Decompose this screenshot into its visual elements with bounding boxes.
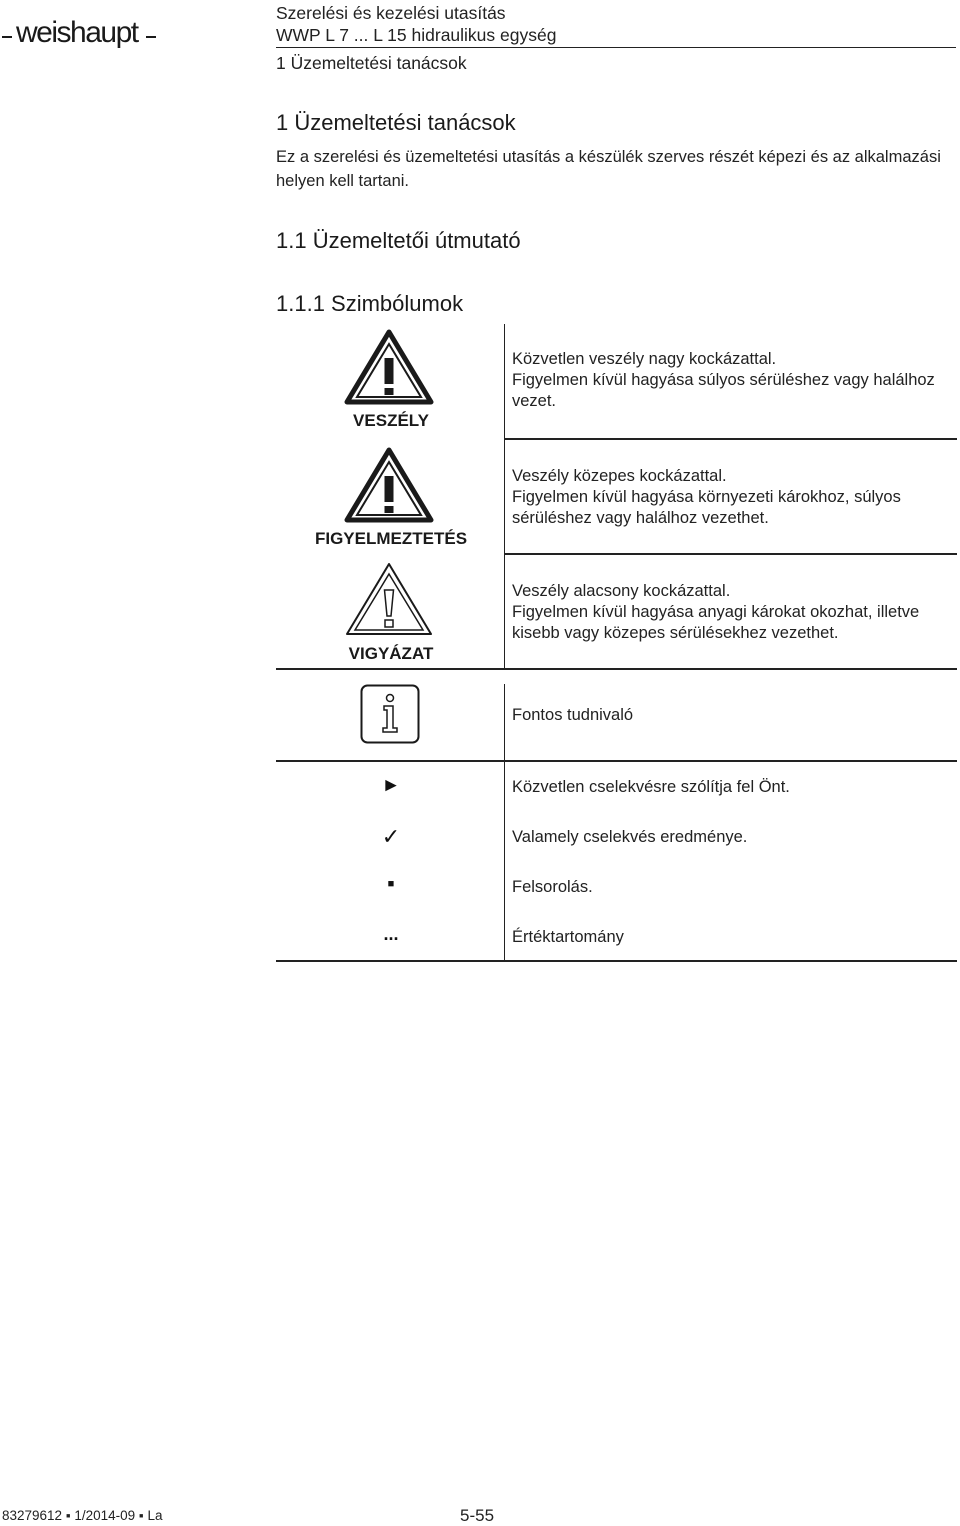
row-rule-caution (276, 668, 957, 670)
ellipsis-icon: ... (383, 924, 399, 944)
running-chapter-title: 1 Üzemeltetési tanácsok (276, 53, 467, 73)
table-divider-upper (504, 324, 505, 669)
caution-line-1: Veszély alacsony kockázattal. (512, 582, 731, 600)
header-line-1: Szerelési és kezelési utasítás (276, 3, 506, 23)
weishaupt-logo (0, 8, 160, 48)
table-divider-info (504, 684, 505, 760)
logo-dash-left (2, 36, 12, 38)
warning-line-2: Figyelmen kívül hagyása környezeti károkhoz, súlyos sérüléshez vagy halálhoz vezethet. (512, 488, 901, 527)
header-line-2: WWP L 7 ... L 15 hidraulikus egység (276, 25, 557, 45)
intro-paragraph: Ez a szerelési és üzemeltetési utasítás a készülék szerves részét képezi és az alkalmazási helyen kell tartani. (276, 148, 941, 190)
danger-triangle-icon (344, 328, 434, 411)
subsubsection-title: 1.1.1 Szimbólumok (276, 291, 464, 316)
subsection-title: 1.1 Üzemeltetői útmutató (276, 228, 521, 253)
warning-signal-word: FIGYELMEZTETÉS (314, 529, 468, 548)
warning-description (512, 466, 957, 529)
caution-description (512, 581, 957, 644)
caution-line-2: Figyelmen kívül hagyása anyagi károkat okozhat, illetve kisebb vagy közepes sérülésekhez vezethet. (512, 603, 920, 642)
row-rule-end (276, 960, 957, 962)
warning-triangle-icon (344, 446, 434, 529)
action-arrow-icon: ► (381, 775, 401, 796)
table-divider-lower (504, 762, 505, 962)
listing-description: Felsorolás. (512, 878, 593, 896)
document-header (276, 2, 556, 46)
row-rule-danger (504, 438, 957, 440)
result-description: Valamely cselekvés eredménye. (512, 828, 748, 846)
logo-text: weishaupt (16, 16, 138, 49)
range-description: Értéktartomány (512, 928, 624, 946)
warning-line-1: Veszély közepes kockázattal. (512, 467, 727, 485)
caution-triangle-icon (344, 560, 434, 643)
header-rule (276, 47, 956, 48)
document-reference: 83279612 ▪ 1/2014-09 ▪ La (2, 1508, 163, 1523)
row-rule-info (276, 760, 957, 762)
danger-line-2: Figyelmen kívül hagyása súlyos sérüléshez vagy halálhoz vezet. (512, 371, 935, 410)
danger-signal-word: VESZÉLY (353, 411, 429, 430)
caution-signal-word: VIGYÁZAT (348, 644, 434, 663)
logo-dash-right (146, 36, 156, 38)
section-title: 1 Üzemeltetési tanácsok (276, 110, 516, 135)
info-description: Fontos tudnivaló (512, 706, 634, 724)
page-number: 5-55 (460, 1506, 495, 1525)
danger-line-1: Közvetlen veszély nagy kockázattal. (512, 350, 777, 368)
row-rule-warning (504, 553, 957, 555)
action-description: Közvetlen cselekvésre szólítja fel Önt. (512, 778, 790, 796)
info-icon (360, 684, 420, 749)
square-bullet-icon: ■ (387, 878, 395, 890)
checkmark-icon: ✓ (381, 824, 401, 849)
danger-description (512, 349, 957, 412)
